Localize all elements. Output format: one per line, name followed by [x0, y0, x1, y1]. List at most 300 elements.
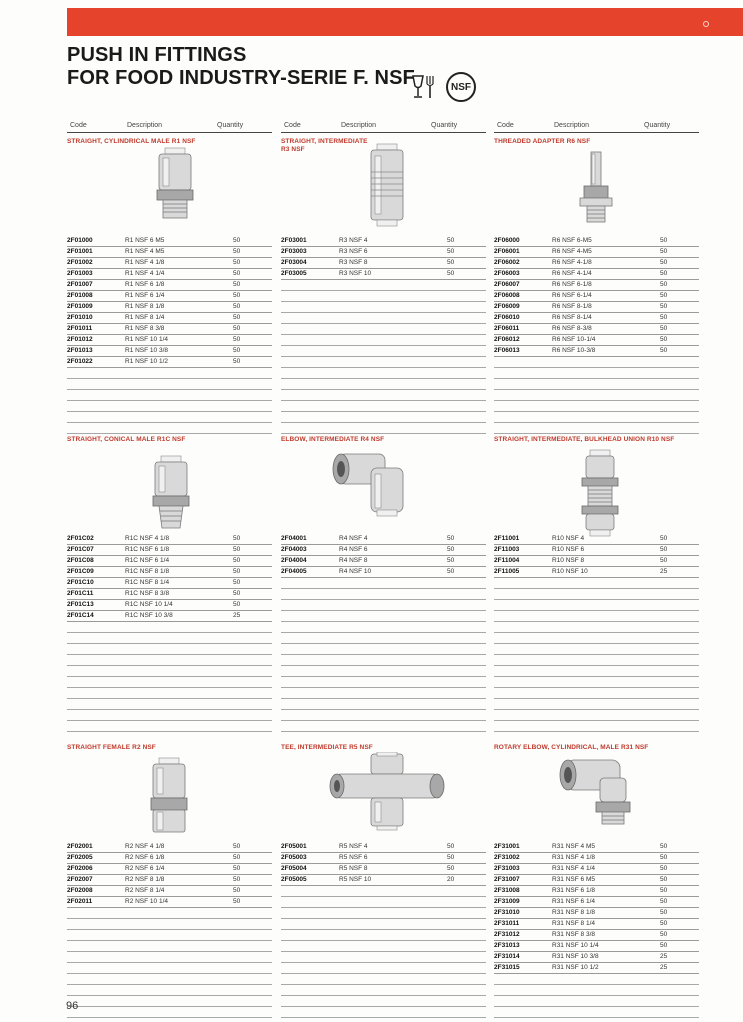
- product-quantity: 50: [233, 325, 241, 332]
- product-code: 2F11001: [494, 535, 520, 542]
- product-quantity: 50: [447, 843, 455, 850]
- product-code: 2F02008: [67, 887, 93, 894]
- table-row: [281, 556, 486, 567]
- product-quantity: 50: [660, 557, 668, 564]
- empty-row: [494, 644, 699, 655]
- product-description: R5 NSF 6: [339, 854, 368, 861]
- empty-row: [281, 622, 486, 633]
- table-row: [494, 864, 699, 875]
- section-r31: [494, 744, 699, 971]
- product-description: R5 NSF 10: [339, 876, 372, 883]
- product-description: R31 NSF 10 1/2: [552, 964, 599, 971]
- product-description: R31 NSF 10 3/8: [552, 953, 599, 960]
- product-code: 2F01013: [67, 347, 93, 354]
- threaded-adapter-icon: [578, 150, 614, 231]
- table-row: [67, 269, 272, 280]
- product-quantity: 50: [233, 898, 241, 905]
- table-row: [281, 258, 486, 269]
- elbow-fitting-icon: [331, 446, 411, 523]
- product-quantity: 50: [233, 579, 241, 586]
- table-row: [494, 258, 699, 269]
- empty-row: [281, 677, 486, 688]
- product-code: 2F01C02: [67, 535, 94, 542]
- product-description: R1 NSF 10 1/4: [125, 336, 168, 343]
- product-code: 2F03005: [281, 270, 307, 277]
- product-code: 2F06003: [494, 270, 520, 277]
- product-description: R1 NSF 4 1/4: [125, 270, 165, 277]
- product-table: [281, 842, 486, 1018]
- product-description: R1 NSF 4 M5: [125, 248, 165, 255]
- empty-row: [281, 996, 486, 1007]
- table-row: [67, 842, 272, 853]
- section-title: THREADED ADAPTER R6 NSF: [494, 138, 591, 145]
- empty-row: [494, 688, 699, 699]
- product-quantity: 50: [233, 237, 241, 244]
- empty-row: [281, 941, 486, 952]
- product-code: 2F11003: [494, 546, 520, 553]
- product-code: 2F31002: [494, 854, 520, 861]
- table-row: [67, 247, 272, 258]
- section-r10: [494, 436, 699, 575]
- product-code: 2F01C13: [67, 601, 94, 608]
- tee-fitting-icon: [327, 752, 447, 837]
- product-quantity: 50: [447, 865, 455, 872]
- column-header-middle: [281, 121, 486, 133]
- product-description: R1 NSF 6 1/8: [125, 281, 165, 288]
- product-quantity: 50: [233, 590, 241, 597]
- product-description: R10 NSF 10: [552, 568, 588, 575]
- empty-row: [67, 677, 272, 688]
- table-row: [67, 600, 272, 611]
- product-code: 2F06011: [494, 325, 520, 332]
- product-quantity: 50: [660, 920, 668, 927]
- table-row: [494, 875, 699, 886]
- table-row: [494, 247, 699, 258]
- table-row: [494, 236, 699, 247]
- table-row: [67, 864, 272, 875]
- product-quantity: 50: [660, 942, 668, 949]
- product-table: [494, 236, 699, 434]
- product-code: 2F06001: [494, 248, 520, 255]
- empty-row: [281, 611, 486, 622]
- product-description: R1C NSF 10 3/8: [125, 612, 173, 619]
- product-description: R5 NSF 8: [339, 865, 368, 872]
- table-row: [67, 291, 272, 302]
- empty-row: [67, 401, 272, 412]
- product-code: 2F01003: [67, 270, 93, 277]
- product-code: 2F06008: [494, 292, 520, 299]
- empty-row: [67, 908, 272, 919]
- empty-row: [281, 721, 486, 732]
- product-code: 2F04005: [281, 568, 307, 575]
- product-description: R3 NSF 4: [339, 237, 368, 244]
- col-description: Description: [341, 122, 377, 129]
- empty-row: [281, 688, 486, 699]
- table-row: [494, 545, 699, 556]
- empty-row: [281, 633, 486, 644]
- product-table: [281, 534, 486, 732]
- product-code: 2F05005: [281, 876, 307, 883]
- product-code: 2F01012: [67, 336, 93, 343]
- product-description: R31 NSF 6 1/4: [552, 898, 595, 905]
- product-description: R31 NSF 8 3/8: [552, 931, 595, 938]
- section-r3: [281, 138, 486, 277]
- product-description: R31 NSF 4 M5: [552, 843, 595, 850]
- nsf-logo: NSF: [446, 72, 476, 102]
- product-description: R2 NSF 8 1/8: [125, 876, 165, 883]
- empty-row: [281, 401, 486, 412]
- product-quantity: 50: [660, 237, 668, 244]
- product-quantity: 50: [660, 887, 668, 894]
- product-description: R4 NSF 6: [339, 546, 368, 553]
- empty-row: [281, 313, 486, 324]
- empty-row: [67, 941, 272, 952]
- empty-row: [281, 302, 486, 313]
- product-quantity: 50: [447, 546, 455, 553]
- product-quantity: 20: [447, 876, 455, 883]
- product-code: 2F01C11: [67, 590, 94, 597]
- product-description: R2 NSF 6 1/4: [125, 865, 165, 872]
- product-quantity: 25: [660, 953, 668, 960]
- empty-row: [281, 379, 486, 390]
- product-quantity: 50: [660, 270, 668, 277]
- col-quantity: Quantity: [644, 122, 671, 129]
- empty-row: [494, 578, 699, 589]
- product-table: [67, 534, 272, 732]
- table-row: [494, 952, 699, 963]
- product-code: 2F05004: [281, 865, 307, 872]
- product-quantity: 50: [660, 931, 668, 938]
- product-quantity: 50: [660, 281, 668, 288]
- product-quantity: 50: [233, 270, 241, 277]
- product-code: 2F06010: [494, 314, 520, 321]
- product-quantity: 50: [660, 314, 668, 321]
- product-description: R31 NSF 4 1/8: [552, 854, 595, 861]
- empty-row: [67, 721, 272, 732]
- product-description: R1 NSF 8 1/8: [125, 303, 165, 310]
- product-description: R1C NSF 8 1/4: [125, 579, 170, 586]
- section-title: STRAIGHT, CYLINDRICAL MALE R1 NSF: [67, 138, 196, 145]
- product-description: R31 NSF 6 1/8: [552, 887, 595, 894]
- empty-row: [281, 919, 486, 930]
- empty-row: [281, 346, 486, 357]
- product-quantity: 50: [660, 854, 668, 861]
- table-row: [494, 963, 699, 974]
- product-description: R6 NSF 8-1/8: [552, 303, 592, 310]
- product-code: 2F31001: [494, 843, 520, 850]
- empty-row: [67, 930, 272, 941]
- product-description: R6 NSF 10-3/8: [552, 347, 596, 354]
- product-description: R1C NSF 10 1/4: [125, 601, 173, 608]
- empty-row: [281, 335, 486, 346]
- product-code: 2F01C08: [67, 557, 94, 564]
- product-code: 2F04003: [281, 546, 307, 553]
- product-description: R1C NSF 8 3/8: [125, 590, 170, 597]
- product-quantity: 50: [233, 358, 241, 365]
- band-dot: [703, 21, 709, 27]
- product-code: 2F01000: [67, 237, 93, 244]
- table-row: [67, 853, 272, 864]
- product-quantity: 50: [660, 303, 668, 310]
- product-quantity: 50: [233, 336, 241, 343]
- product-code: 2F01022: [67, 358, 93, 365]
- section-r2: [67, 744, 272, 905]
- column-header-left: [67, 121, 272, 133]
- product-quantity: 50: [447, 237, 455, 244]
- table-row: [494, 908, 699, 919]
- product-description: R6 NSF 6-1/8: [552, 281, 592, 288]
- product-description: R6 NSF 6-1/4: [552, 292, 592, 299]
- product-description: R6 NSF 10-1/4: [552, 336, 596, 343]
- product-code: 2F01010: [67, 314, 93, 321]
- empty-row: [281, 280, 486, 291]
- product-code: 2F11005: [494, 568, 520, 575]
- product-code: 2F02011: [67, 898, 93, 905]
- product-quantity: 25: [660, 964, 668, 971]
- empty-row: [67, 622, 272, 633]
- empty-row: [67, 710, 272, 721]
- section-title: STRAIGHT, INTERMEDIATE, BULKHEAD UNION R10 NSF: [494, 436, 675, 443]
- table-row: [494, 567, 699, 578]
- empty-row: [281, 666, 486, 677]
- table-row: [67, 578, 272, 589]
- product-code: 2F03003: [281, 248, 307, 255]
- table-row: [281, 875, 486, 886]
- product-code: 2F31015: [494, 964, 520, 971]
- section-title: ROTARY ELBOW, CYLINDRICAL, MALE R31 NSF: [494, 744, 649, 751]
- table-row: [281, 567, 486, 578]
- product-description: R2 NSF 4 1/8: [125, 843, 165, 850]
- empty-row: [494, 633, 699, 644]
- col-description: Description: [127, 122, 163, 129]
- product-quantity: 50: [660, 535, 668, 542]
- product-description: R2 NSF 10 1/4: [125, 898, 168, 905]
- empty-row: [67, 688, 272, 699]
- product-table: [494, 842, 699, 1018]
- product-description: R1C NSF 6 1/8: [125, 546, 170, 553]
- empty-row: [67, 423, 272, 434]
- table-row: [494, 335, 699, 346]
- col-quantity: Quantity: [431, 122, 458, 129]
- product-quantity: 50: [660, 336, 668, 343]
- product-description: R1 NSF 8 3/8: [125, 325, 165, 332]
- empty-row: [494, 996, 699, 1007]
- product-code: 2F05001: [281, 843, 307, 850]
- empty-row: [281, 357, 486, 368]
- product-code: 2F03001: [281, 237, 307, 244]
- product-description: R3 NSF 6: [339, 248, 368, 255]
- table-row: [67, 236, 272, 247]
- empty-row: [67, 390, 272, 401]
- table-row: [281, 269, 486, 280]
- product-description: R6 NSF 8-1/4: [552, 314, 592, 321]
- table-row: [67, 258, 272, 269]
- table-row: [281, 864, 486, 875]
- empty-row: [281, 1007, 486, 1018]
- table-row: [494, 853, 699, 864]
- empty-row: [281, 578, 486, 589]
- straight-male-fitting-icon: [153, 146, 197, 227]
- table-row: [67, 875, 272, 886]
- product-code: 2F03004: [281, 259, 307, 266]
- product-description: R10 NSF 8: [552, 557, 585, 564]
- straight-intermediate-fitting-icon: [367, 142, 407, 233]
- product-description: R1 NSF 6 1/4: [125, 292, 165, 299]
- section-title: TEE, INTERMEDIATE R5 NSF: [281, 744, 373, 751]
- table-row: [494, 897, 699, 908]
- table-row: [67, 357, 272, 368]
- empty-row: [494, 666, 699, 677]
- table-row: [67, 556, 272, 567]
- table-row: [67, 313, 272, 324]
- empty-row: [67, 985, 272, 996]
- table-row: [494, 919, 699, 930]
- product-code: 2F02001: [67, 843, 93, 850]
- section-title: STRAIGHT, CONICAL MALE R1C NSF: [67, 436, 186, 443]
- product-code: 2F04004: [281, 557, 307, 564]
- product-quantity: 50: [660, 843, 668, 850]
- product-quantity: 50: [233, 347, 241, 354]
- empty-row: [281, 985, 486, 996]
- product-description: R31 NSF 10 1/4: [552, 942, 599, 949]
- col-quantity: Quantity: [217, 122, 244, 129]
- empty-row: [494, 974, 699, 985]
- product-quantity: 50: [660, 325, 668, 332]
- header-color-band: [67, 8, 743, 36]
- empty-row: [67, 379, 272, 390]
- col-code: Code: [284, 122, 301, 129]
- table-row: [494, 930, 699, 941]
- product-quantity: 50: [233, 843, 241, 850]
- product-quantity: 50: [660, 347, 668, 354]
- empty-row: [281, 412, 486, 423]
- product-description: R31 NSF 4 1/4: [552, 865, 595, 872]
- table-row: [494, 291, 699, 302]
- product-quantity: 50: [233, 535, 241, 542]
- product-quantity: 50: [447, 557, 455, 564]
- section-r5: [281, 744, 486, 883]
- product-quantity: 25: [233, 612, 241, 619]
- product-quantity: 50: [660, 546, 668, 553]
- product-code: 2F01C09: [67, 568, 94, 575]
- product-code: 2F01011: [67, 325, 93, 332]
- product-description: R6 NSF 4-1/4: [552, 270, 592, 277]
- product-quantity: 50: [447, 270, 455, 277]
- empty-row: [281, 423, 486, 434]
- section-r1: [67, 138, 272, 365]
- empty-row: [494, 401, 699, 412]
- product-description: R1C NSF 6 1/4: [125, 557, 170, 564]
- product-quantity: 50: [447, 259, 455, 266]
- product-code: 2F31007: [494, 876, 520, 883]
- table-row: [494, 941, 699, 952]
- product-table: [67, 236, 272, 434]
- product-quantity: 50: [233, 865, 241, 872]
- table-row: [67, 545, 272, 556]
- empty-row: [494, 412, 699, 423]
- product-description: R6 NSF 6-M5: [552, 237, 592, 244]
- section-title: STRAIGHT, INTERMEDIATE R3 NSF: [281, 138, 368, 153]
- product-quantity: 50: [233, 281, 241, 288]
- empty-row: [281, 699, 486, 710]
- col-code: Code: [497, 122, 514, 129]
- section-title: STRAIGHT FEMALE R2 NSF: [67, 744, 156, 751]
- product-description: R2 NSF 8 1/4: [125, 887, 165, 894]
- product-code: 2F01C10: [67, 579, 94, 586]
- product-description: R4 NSF 8: [339, 557, 368, 564]
- rotary-elbow-fitting-icon: [552, 754, 632, 831]
- product-description: R5 NSF 4: [339, 843, 368, 850]
- product-code: 2F31003: [494, 865, 520, 872]
- product-code: 2F05003: [281, 854, 307, 861]
- product-code: 2F01002: [67, 259, 93, 266]
- empty-row: [494, 423, 699, 434]
- product-description: R4 NSF 10: [339, 568, 372, 575]
- table-row: [494, 842, 699, 853]
- table-row: [281, 534, 486, 545]
- product-description: R10 NSF 6: [552, 546, 585, 553]
- empty-row: [494, 368, 699, 379]
- product-quantity: 50: [660, 248, 668, 255]
- empty-row: [494, 390, 699, 401]
- product-code: 2F01008: [67, 292, 93, 299]
- product-quantity: 50: [660, 909, 668, 916]
- empty-row: [281, 644, 486, 655]
- product-quantity: 50: [233, 292, 241, 299]
- empty-row: [67, 644, 272, 655]
- product-quantity: 50: [660, 259, 668, 266]
- table-row: [67, 611, 272, 622]
- empty-row: [494, 655, 699, 666]
- empty-row: [494, 357, 699, 368]
- product-description: R31 NSF 8 1/8: [552, 909, 595, 916]
- product-quantity: 50: [233, 887, 241, 894]
- product-code: 2F06007: [494, 281, 520, 288]
- product-code: 2F06012: [494, 336, 520, 343]
- empty-row: [494, 600, 699, 611]
- product-code: 2F01007: [67, 281, 93, 288]
- product-description: R1C NSF 4 1/8: [125, 535, 170, 542]
- product-description: R6 NSF 8-3/8: [552, 325, 592, 332]
- empty-row: [494, 589, 699, 600]
- table-row: [494, 346, 699, 357]
- product-quantity: 50: [660, 292, 668, 299]
- product-quantity: 50: [233, 248, 241, 255]
- product-quantity: 50: [233, 601, 241, 608]
- empty-row: [67, 412, 272, 423]
- product-quantity: 50: [660, 898, 668, 905]
- product-description: R31 NSF 8 1/4: [552, 920, 595, 927]
- empty-row: [67, 368, 272, 379]
- table-row: [67, 589, 272, 600]
- table-row: [494, 280, 699, 291]
- table-row: [281, 842, 486, 853]
- product-description: R3 NSF 10: [339, 270, 372, 277]
- product-code: 2F31011: [494, 920, 520, 927]
- product-quantity: 50: [233, 259, 241, 266]
- product-description: R1 NSF 10 1/2: [125, 358, 168, 365]
- product-code: 2F31009: [494, 898, 520, 905]
- table-row: [67, 346, 272, 357]
- product-description: R2 NSF 6 1/8: [125, 854, 165, 861]
- product-code: 2F02006: [67, 865, 93, 872]
- product-code: 2F31008: [494, 887, 520, 894]
- product-code: 2F01C07: [67, 546, 94, 553]
- product-quantity: 25: [660, 568, 668, 575]
- empty-row: [67, 666, 272, 677]
- empty-row: [281, 908, 486, 919]
- empty-row: [494, 1007, 699, 1018]
